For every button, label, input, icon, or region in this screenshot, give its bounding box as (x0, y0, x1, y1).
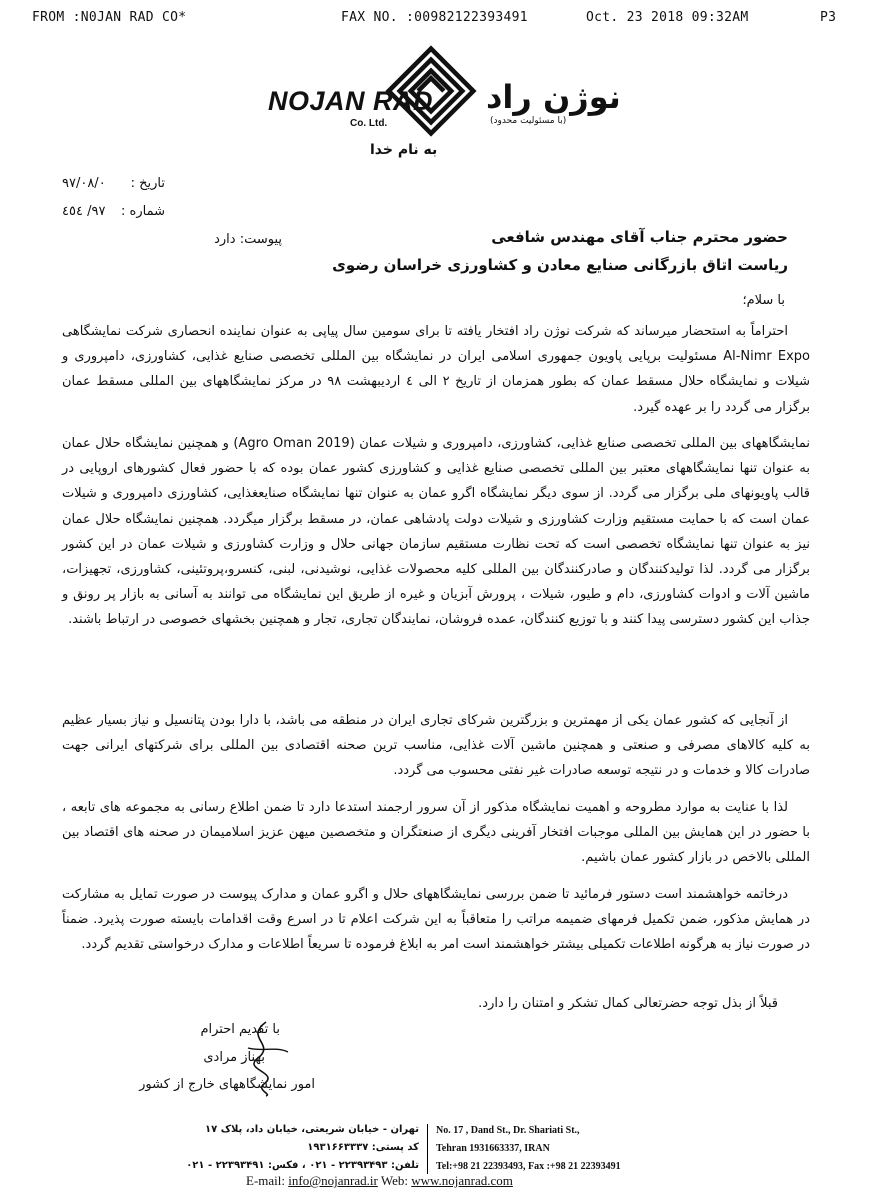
greeting: با سلام؛ (742, 293, 785, 308)
recipient-line-2: ریاست اتاق بازرگانی صنایع معادن و کشاورزی خراسان رضوی (332, 256, 788, 274)
signature-regards: با تقدیم احترام (200, 1022, 280, 1037)
attachment: پیوست: دارد (214, 232, 282, 247)
signature-name: بهناز مرادی (203, 1050, 265, 1065)
email-label: E-mail: (246, 1173, 285, 1188)
signature-title: امور نمایشگاههای خارج از کشور (139, 1077, 315, 1092)
company-logo-icon (385, 45, 477, 137)
number-value: ۹۷/ ٤٥٤ (62, 204, 106, 219)
closing-thanks: قبلاً از بذل توجه حضرتعالی کمال تشکر و امتنان را دارد. (478, 996, 778, 1011)
company-suffix-en: Co. Ltd. (350, 118, 388, 129)
number-label: شماره : (121, 204, 165, 219)
footer-phone-en: Tel:+98 21 22393493, Fax :+98 21 22393491 (436, 1161, 621, 1172)
company-name-en: NOJAN RAD (268, 86, 434, 116)
fax-number: FAX NO. :00982122393491 (341, 10, 528, 25)
footer-address-en: No. 17 , Dand St., Dr. Shariati St., (436, 1125, 580, 1136)
email-link[interactable]: info@nojanrad.ir (288, 1173, 378, 1188)
recipient-line-1: حضور محترم جناب آقای مهندس شافعی (491, 228, 788, 246)
body-paragraph-3: از آنجایی که کشور عمان یکی از مهمترین و بزرگترین شرکای تجاری ایران در منطقه می باشد، با دارا بودن پتانسیل و نیاز بسیار عظیم به کلیه کالاهای مصرفی و صنعتی و همچنین ماشین آلات غذایی، مناسب ترین صحنه اقتصادی بین المللی برای شرکتهای ایرانی جهت صادرات کالا و خدمات و در نتیجه توسعه صادرات غیر نفتی محسوب می گردد. (62, 713, 810, 779)
company-name-fa: نوژن راد (486, 78, 621, 116)
bismillah: به نام خدا (370, 142, 438, 158)
date-value: ۹۷/۰۸/۰ (62, 176, 106, 191)
footer-postal-en: Tehran 1931663337, IRAN (436, 1143, 550, 1154)
web-label: Web: (380, 1173, 408, 1188)
fax-datetime: Oct. 23 2018 09:32AM (586, 10, 749, 25)
body-paragraph-2: نمایشگاههای بین المللی تخصصی صنایع غذایی، کشاورزی، دامپروری و شیلات عمان (Agro Oman 2019) و همچنین نمایشگاه حلال عمان به عنوان تنها نمایشگاههای معتبر بین المللی تخصصی صنایع غذایی و کشاورزی کشور عمان بوده که با حضور فعال کشورهای اروپایی در قالب پاویونهای ملی برگزار می گردد. از سوی دیگر نمایشگاه اگرو عمان به عنوان تنها نمایشگاه صنایعغذایی، کشاورزی دامپروری و شیلات عمان است که با حمایت مستقیم وزارت کشاورزی و شیلات دولت پادشاهی عمان، در مسقط برگزار میگردد. همچنین نمایشگاه حلال عمان نیز به عنوان تنها نمایشگاه تخصصی است که تحت نظارت مستقیم سازمان جهانی حلال و وزارت کشاورزی و شیلات عمان در این کشور برگزار می گردد. لذا تولیدکنندگان و صادرکنندگان بین المللی کلیه محصولات غذایی، نوشیدنی، لبنی، کنسرو،پروتئینی، کشاورزی، تجهیزات، ماشین آلات و ادوات کشاورزی، دام و طیور، شیلات ، پرورش آبزیان و غیره از طریق این نمایشگاه می توانند به آسانی به بازار پر رونق و جذاب این کشور دسترسی پیدا کنند و با توزیع کنندگان، عمده فروشان، نمایندگان تجاری، تجار و همچنین بخشهای خصوصی در ارتباط باشند. (62, 436, 810, 628)
body-paragraph-4: لذا با عنایت به موارد مطروحه و اهمیت نمایشگاه مذکور از آن سرور ارجمند استدعا دارد تا ضمن اطلاع رسانی به مجموعه های تابعه ، با حضور در این همایش بین المللی موجبات افتخار آفرینی دیگری از صنعتگران و متخصصین میهن عزیز اسلامیمان در صحنه های اقتصاد بین المللی بالاخص در بازار کشور عمان باشیم. (62, 800, 810, 866)
fax-from: FROM :N0JAN RAD CO* (32, 10, 187, 25)
footer-postal-fa: کد پستی: ۱۹۳۱۶۶۳۳۳۷ (307, 1142, 419, 1153)
web-link[interactable]: www.nojanrad.com (411, 1173, 513, 1188)
footer-address-fa: تهران - خیابان شریعتی، خیابان داد، پلاک ۱۷ (205, 1124, 419, 1135)
body-paragraph-5: درخاتمه خواهشمند است دستور فرمائید تا ضمن بررسی نمایشگاههای حلال و اگرو عمان و مدارک پیوست در صورت تمایل به مشارکت در همایش مذکور، ضمن تکمیل فرمهای ضمیمه مراتب را متعاقباً به این شرکت اعلام تا در اسرع وقت اقدامات بایسته صورت پذیرد. ضمناً در صورت نیاز به هرگونه اطلاعات تکمیلی بیشتر خواهشمند است امر به ابلاغ فرموده تا سریعاً اطلاعات و مدارک درخواستی تقدیم گردد. (62, 887, 810, 953)
footer-divider (427, 1124, 428, 1174)
date-label: تاریخ : (130, 176, 165, 191)
fax-page: P3 (820, 10, 837, 25)
footer-contact (246, 1173, 513, 1189)
handwritten-signature-icon (236, 1018, 296, 1098)
body-paragraph-1: احتراماً به استحضار میرساند که شرکت نوژن راد افتخار یافته تا برای سومین سال پیاپی به عنوان نماینده انحصاری شرکت نمایشگاهی Al-Nimr Expo مسئولیت برپایی پاویون جمهوری اسلامی ایران در نمایشگاه بین المللی تخصصی صنایع غذایی، کشاورزی، دامپروری و شیلات و نمایشگاه حلال مسقط عمان که بطور همزمان از تاریخ ۲ الی ٤ اردیبهشت ۹۸ در مرکز نمایشگاههای بین المللی مسقط عمان برگزار می گردد را بر عهده گیرد. (62, 324, 810, 415)
company-suffix-fa: (با مسئولیت محدود) (490, 116, 567, 126)
footer-phone-fa: تلفن: ۲۲۳۹۳۴۹۳ - ۰۲۱ ، فکس: ۲۲۳۹۳۴۹۱ - ۰۲۱ (186, 1160, 419, 1171)
